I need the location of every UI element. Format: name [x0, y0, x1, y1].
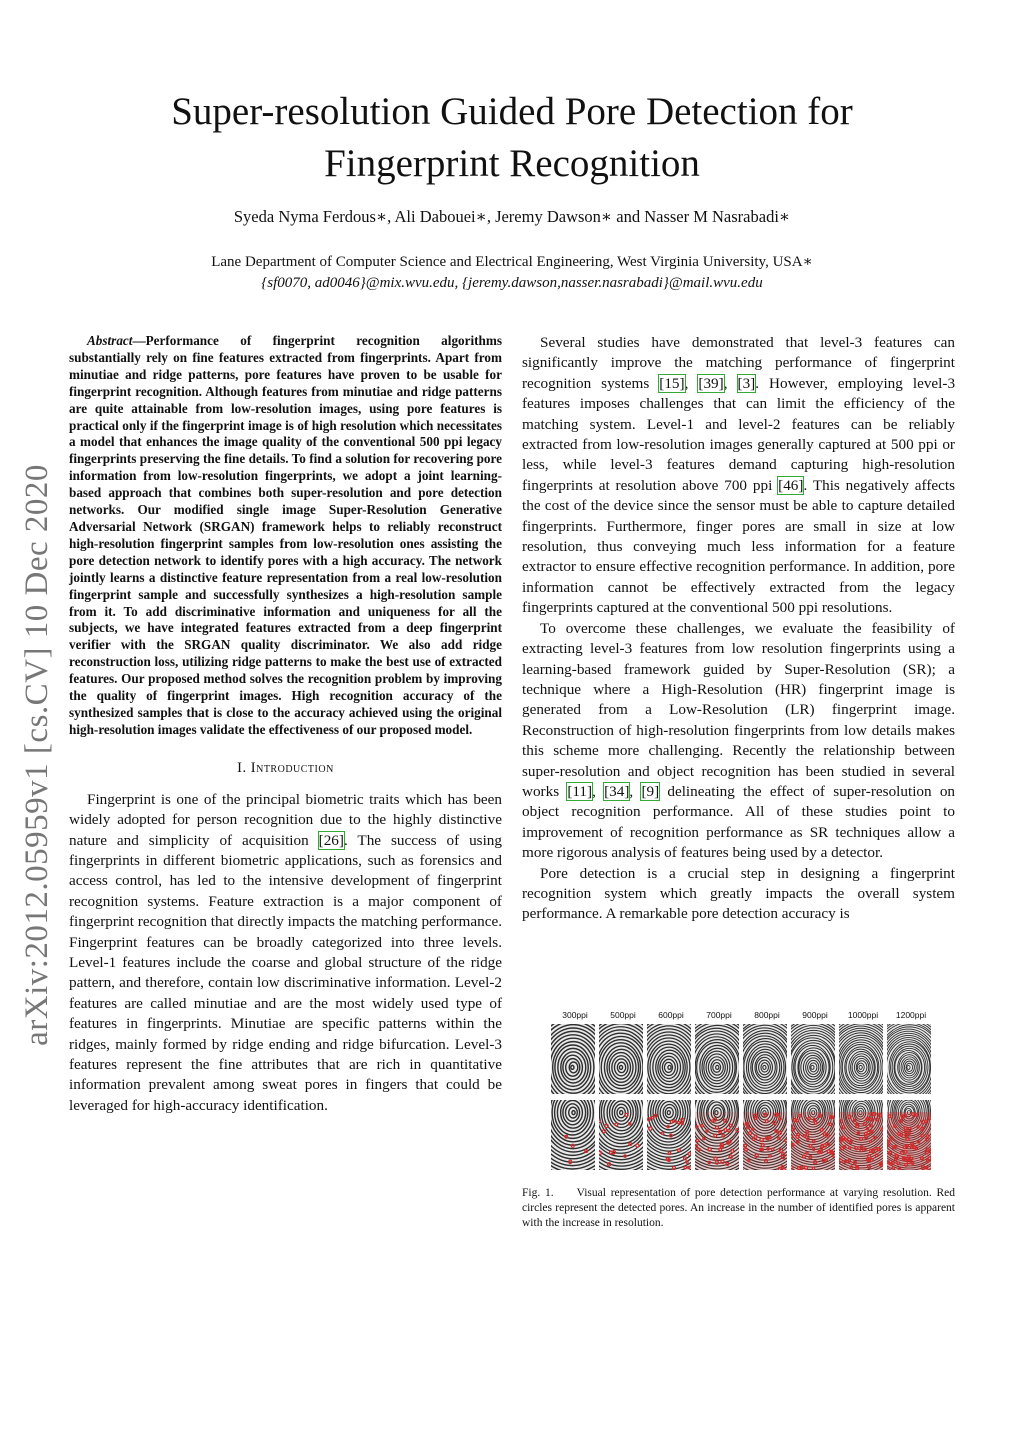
separator: ,	[723, 374, 738, 392]
figure-caption: Fig. 1. Visual representation of pore detection performance at varying resolution. Red circles represent the detected pores. An increase in the number of identified pores is apparent with the increase in resolution.	[522, 1187, 955, 1229]
affiliation-block	[110, 252, 914, 294]
resolution-labels	[549, 1010, 949, 1024]
paragraph-text: . However, employing level-3 features imposes challenges that can limit the efficiency of the matching system. Level-1 and level-2 features can be reliably extracted from low-resolution images generally captured at 500 ppi or less, while level-3 features demand capturing high-resolution fingerprints at resolution above 700 ppi	[522, 374, 956, 494]
title-line-1: Super-resolution Guided Pore Detection for	[171, 90, 853, 133]
left-column	[69, 333, 502, 1116]
paragraph-text: Fingerprint is one of the principal biometric traits which has been widely adopted for person recognition due to the highly distinctive nature and simplicity of acquisition	[69, 790, 502, 849]
paragraph-text: To overcome these challenges, we evaluate the feasibility of extracting level-3 features from low resolution fingerprints using a learning-based framework guided by Super-Resolution (SR); a technique where a High-Resolution (HR) fingerprint image is generated from a Low-Resolution (LR) fingerprint image. Reconstruction of high-resolution fingerprints from low details makes this scheme more challenging. Recently the relationship between super-resolution and object recognition has been studied in several works	[522, 619, 955, 800]
author-emails: {sf0070, ad0046}@mix.wvu.edu, {jeremy.dawson,nasser.nasrabadi}@mail.wvu.edu	[261, 275, 763, 291]
paragraph-text: . This negatively affects the cost of the device since the sensor must be able to capture detailed fingerprints. Furthermore, finger pores are small in size at low resolution, thus conveying much less information for a feature extractor to ensure effective recognition performance. In addition, pore information cannot be effectively extracted from the legacy fingerprints captured at the conventional 500 ppi resolutions.	[522, 476, 955, 617]
intro-paragraph-1	[69, 790, 502, 1117]
citation-link[interactable]: [34]	[604, 782, 630, 800]
abstract-lead: Abstract	[87, 333, 133, 348]
title-line-2: Fingerprint Recognition	[324, 142, 700, 185]
abstract	[69, 333, 502, 739]
affiliation-line: Lane Department of Computer Science and Electrical Engineering, West Virginia University, USA∗	[211, 254, 813, 270]
section-heading-introduction	[69, 760, 502, 777]
right-paragraph-2	[522, 619, 955, 864]
resolution-label: 300ppi	[562, 1010, 588, 1020]
section-title: Introduction	[250, 759, 334, 776]
paper-title	[110, 86, 914, 190]
right-paragraph-1	[522, 333, 955, 619]
resolution-label: 1200ppi	[895, 1010, 927, 1020]
section-numeral: I.	[237, 759, 251, 776]
resolution-label: 1000ppi	[847, 1010, 879, 1020]
right-column	[522, 333, 955, 925]
resolution-label: 700ppi	[706, 1010, 732, 1020]
separator: ,	[684, 374, 699, 392]
right-paragraph-3: Pore detection is a crucial step in designing a fingerprint recognition system which greatly impacts the overall system performance. A remarkable pore detection accuracy is	[522, 864, 955, 923]
resolution-label: 800ppi	[754, 1010, 780, 1020]
figure-1	[522, 1010, 955, 1180]
citation-link[interactable]: [26]	[318, 831, 344, 849]
paragraph-text: delineating the effect of super-resolution on object recognition performance. All of these studies point to improvement of recognition performance as SR techniques allow a more rigorous analysis of features being used by a detector.	[522, 782, 956, 862]
citation-link[interactable]: [39]	[698, 374, 724, 392]
paragraph-text: . The success of using fingerprints in different biometric applications, such as forensics and access control, has led to the intensive development of fingerprint recognition systems. Feature extraction is a major component of fingerprint recognition that directly impacts the matching performance. Fingerprint features can be broadly categorized into three levels. Level-1 features include the coarse and global structure of the ridge pattern, and therefore, contain low discriminative information. Level-2 features are called minutiae and are the most widely used type of features in fingerprints. Minutiae are specific patterns within the ridges, mainly formed by ridge ending and ridge bifurcation. Level-3 features represent the fine attributes that are rich in quantitative information prevalent among sweat pores in fingers that could be leveraged for high-accuracy identification.	[69, 831, 502, 1114]
citation-link[interactable]: [15]	[659, 374, 685, 392]
abstract-text: —Performance of fingerprint recognition algorithms substantially rely on fine features extracted from fingerprints. Apart from minutiae and ridge patterns, pore features have proven to be usable for fingerprint recognition. Although features from minutiae and ridge patterns are quite attainable from low-resolution images, using pore features is practical only if the fingerprint image is of high resolution which necessitates a model that enhances the image quality of the conventional 500 ppi legacy fingerprints preserving the fine details. To find a solution for recovering pore information from low-resolution fingerprints, we adopt a joint learning-based approach that combines both super-resolution and pore detection networks. Our modified single image Super-Resolution Generative Adversarial Network (SRGAN) framework helps to reliably reconstruct high-resolution fingerprint samples from low-resolution ones assisting the pore detection network to identify pores with a high accuracy. The network jointly learns a distinctive feature representation from a real low-resolution fingerprint sample and successfully synthesizes a high-resolution sample from it. To add discriminative information and uniqueness for all the subjects, we have integrated features extracted from a deep fingerprint verifier with the SRGAN quality discriminator. We also add ridge reconstruction loss, utilizing ridge patterns to make the best use of extracted features. Our proposed method solves the recognition problem by improving the quality of fingerprint images. High recognition accuracy of the synthesized samples that is close to the accuracy achieved using the original high-resolution images validate the effectiveness of our proposed model.	[69, 333, 502, 737]
fingerprint-grid	[549, 1024, 949, 1172]
separator: ,	[629, 782, 642, 800]
citation-link[interactable]: [3]	[737, 374, 756, 392]
citation-link[interactable]: [9]	[641, 782, 660, 800]
resolution-label: 900ppi	[802, 1010, 828, 1020]
paragraph-text: Several studies have demonstrated that level-3 features can significantly improve the matching performance of fingerprint recognition systems	[522, 334, 955, 392]
citation-link[interactable]: [46]	[778, 476, 804, 494]
resolution-label: 500ppi	[610, 1010, 636, 1020]
arxiv-stamp: arXiv:2012.05959v1 [cs.CV] 10 Dec 2020	[19, 464, 55, 1046]
author-list: Syeda Nyma Ferdous∗, Ali Dabouei∗, Jeremy Dawson∗ and Nasser M Nasrabadi∗	[233, 207, 791, 226]
resolution-label: 600ppi	[658, 1010, 684, 1020]
citation-link[interactable]: [11]	[567, 782, 593, 800]
separator: ,	[592, 782, 605, 800]
